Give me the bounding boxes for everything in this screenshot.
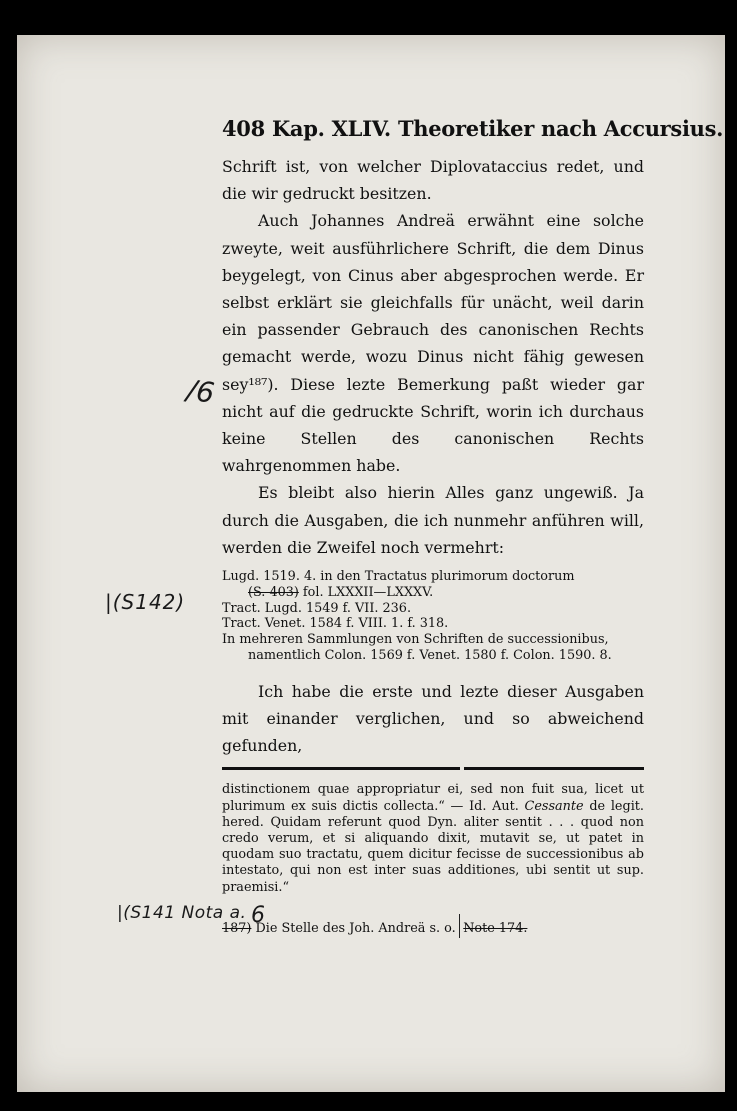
running-header: 408 Kap. XLIV. Theoretiker nach Accursius. [222,116,724,141]
edition-1-cont: (S. 403) fol. LXXXII—LXXXV. [248,584,434,600]
edition-2: Tract. Lugd. 1549 f. VII. 236. [222,600,412,616]
footnote-187: 187) Die Stelle des Joh. Andreä s. o. Note 174. [222,914,644,938]
margin-note-1: /6 [184,373,217,410]
paragraph-2: Auch Johannes Andreä erwähnt eine solche zweyte, weit ausführlichere Schrift, die dem Dinus beygelegt, von Cinus aber abgesprochen werde. Er selbst erklärt sie gleichfalls für unächt, weil darin ein passender Gebrauch des canonischen Rechts gemacht werde, wozu Dinus nicht fähig gewesen sey¹⁸⁷). Diese lezte Bemerkung paßt wieder gar nicht auf die gedruckte Schrift, worin ich durchaus keine Stellen des canonischen Rechts wahrgenommen habe. [222,211,644,476]
edition-1: Lugd. 1519. 4. in den Tractatus plurimorum doctorum [222,569,575,585]
italic-word: Cessante [524,798,584,814]
pencil-bar [459,914,461,938]
margin-note-2: |(S142) [105,590,186,614]
paragraph-1: Schrift ist, von welcher Diplovataccius redet, und die wir gedruckt besitzen. [222,157,644,204]
text-block [222,115,724,938]
edition-4-cont: namentlich Colon. 1569 f. Venet. 1580 f. Colon. 1590. 8. [248,648,612,664]
page-scan [17,35,725,1092]
body-text-bottom [222,678,644,760]
struck-note-ref: Note 174. [463,920,528,936]
paragraph-4: Ich habe die erste und lezte dieser Ausgaben mit einander verglichen, und so abweichend gefunden, [222,681,644,756]
edition-4: In mehreren Sammlungen von Schriften de successionibus, [222,632,609,648]
struck-reference: (S. 403) [248,584,299,600]
paragraph-3: Es bleibt also hierin Alles ganz ungewiß. Ja durch die Ausgaben, die ich nunmehr anführen will, werden die Zweifel noch vermehrt: [222,483,644,557]
margin-note-4: 6 [251,903,265,928]
edition-list [222,569,644,664]
margin-note-3: |(S141 Nota a. [117,903,247,923]
edition-3: Tract. Venet. 1584 f. VIII. 1. f. 318. [222,616,449,632]
footnote-text: distinctionem quae appropriatur ei, sed non fuit sua, licet ut plurimum ex suis dictis collecta.“ — Id. Aut. Cessante de legit. hered. Quidam referunt quod Dyn. aliter sentit . . . quod non credo verum, et si aliquando dixit, mutavit se, ut patet in quodam suo tractatu, quem dicitur fecisse de successionibus ab intestato, qui non est inter suas additiones, ubi sentit ut sup. praemisi.“ [222,782,644,895]
struck-note-number: 187) [222,920,252,936]
footnote-rule [222,767,644,770]
body-text-top [222,153,644,561]
